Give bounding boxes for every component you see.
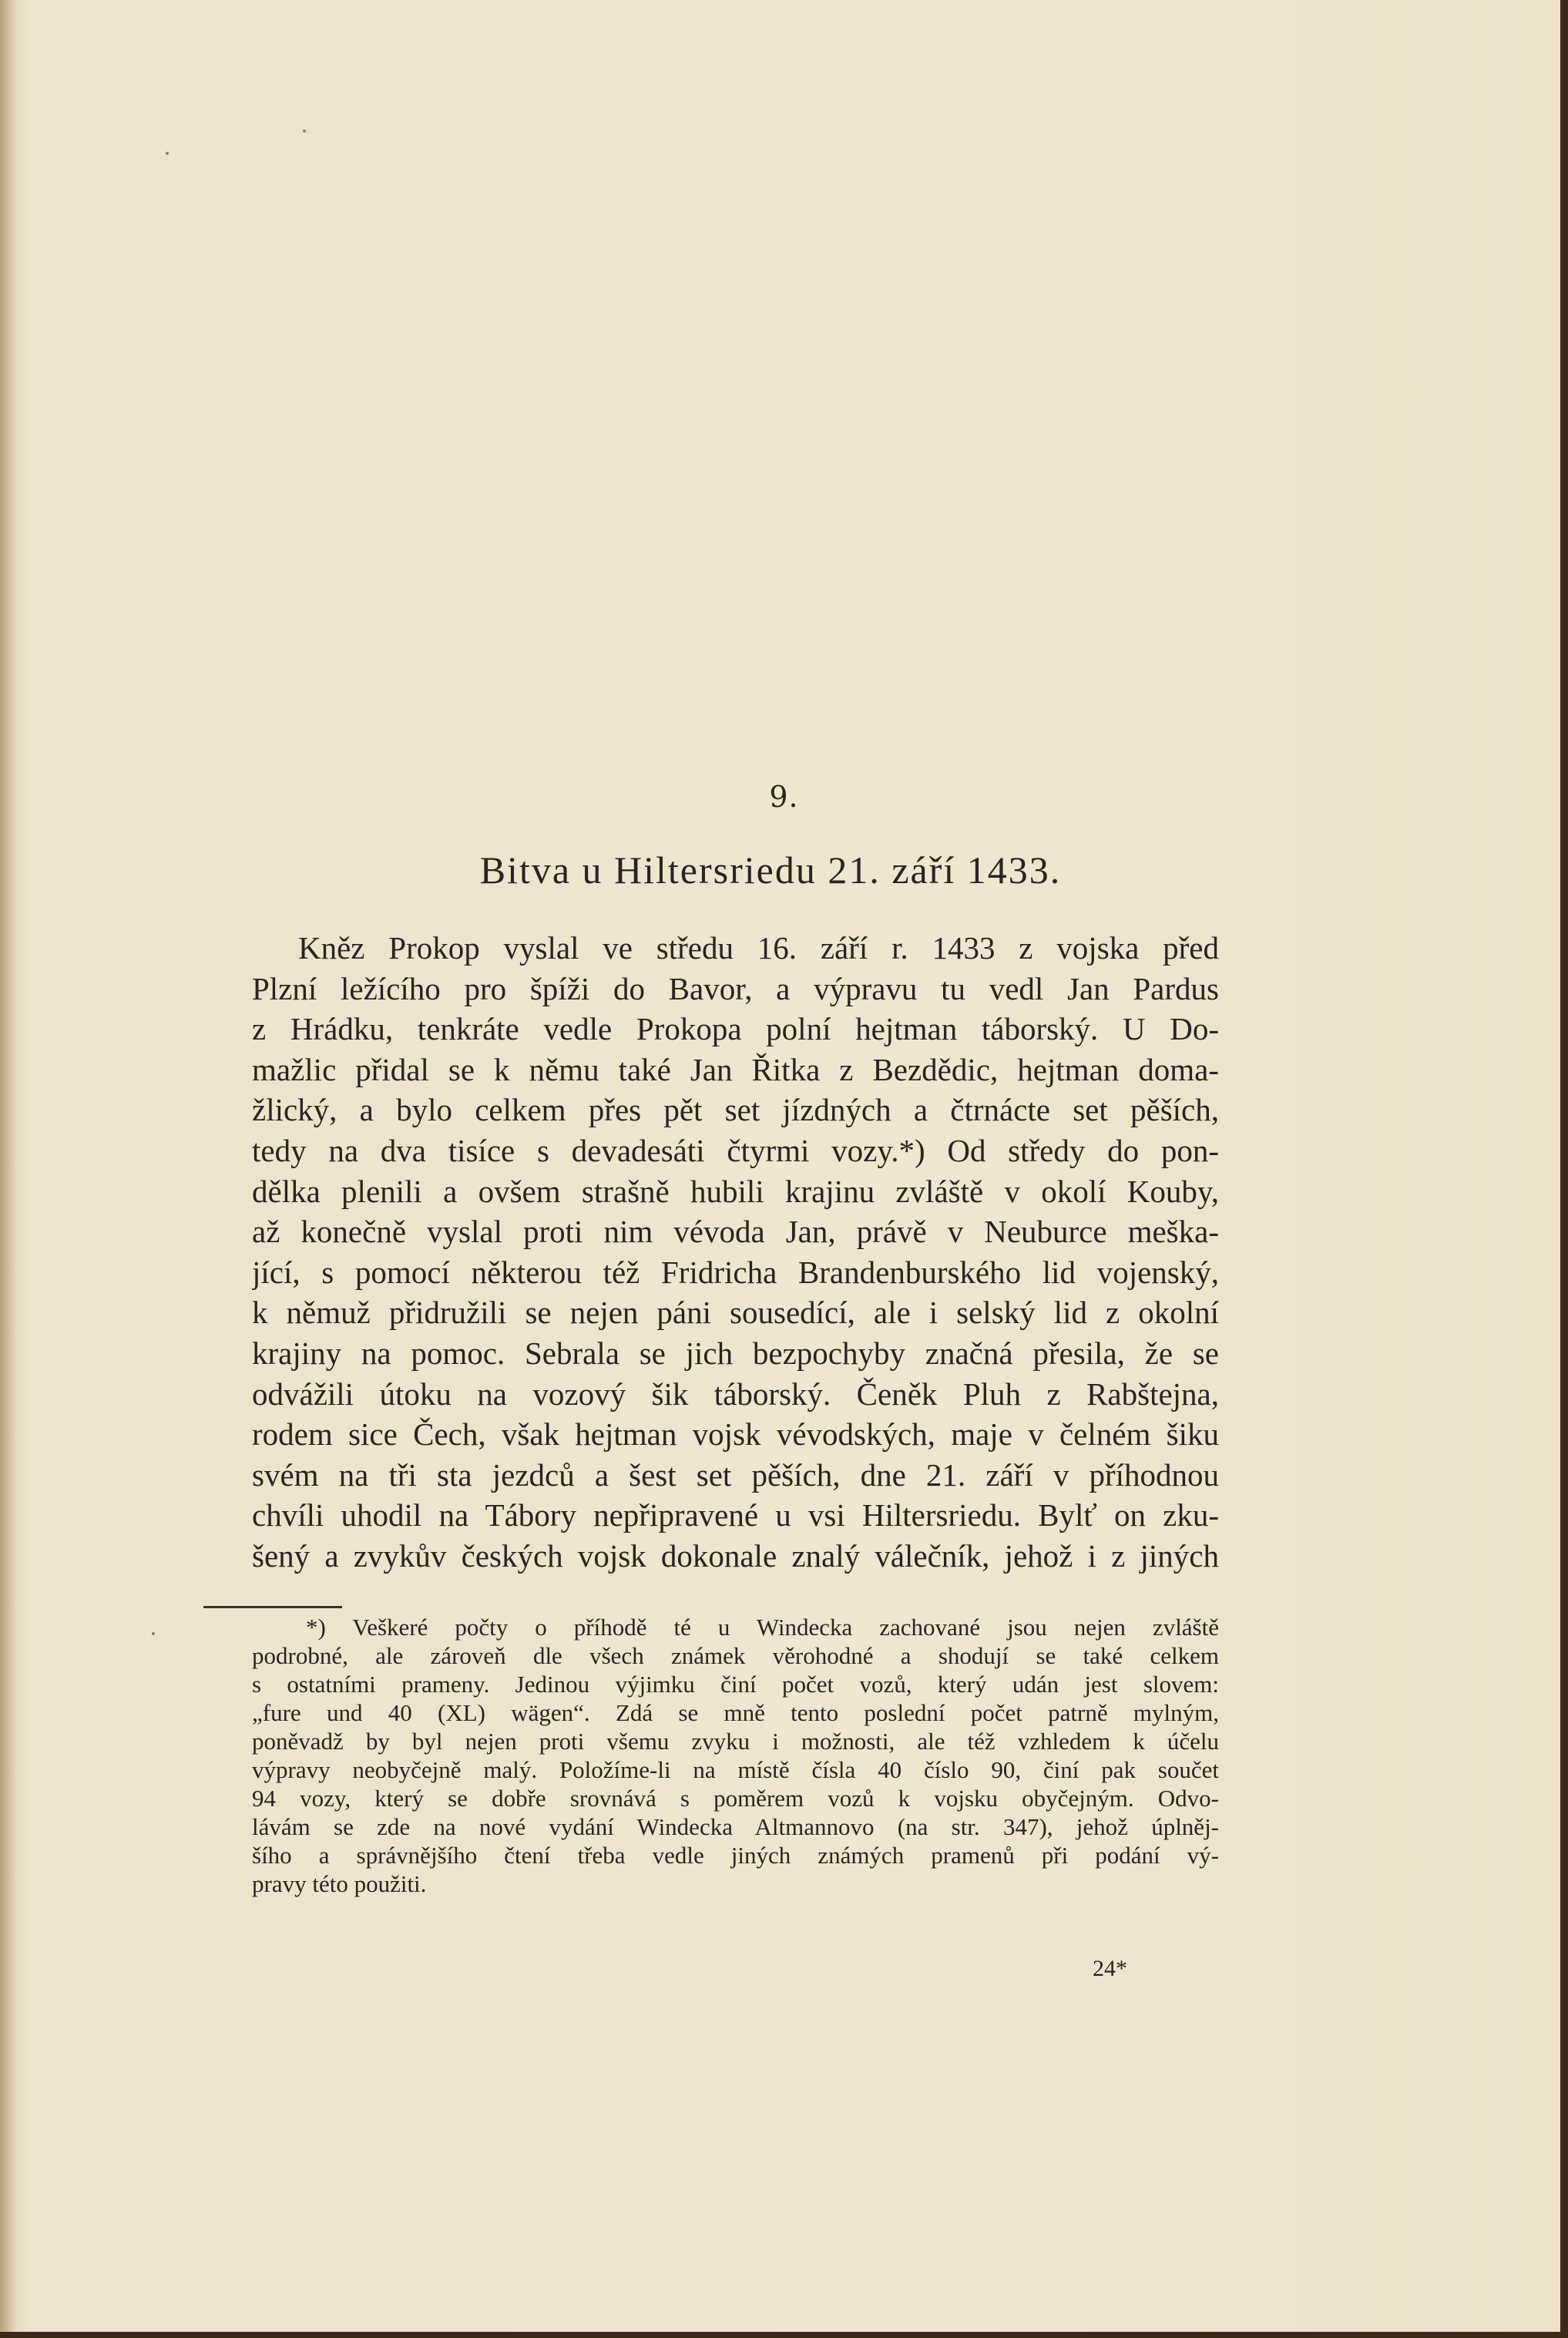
- paper-speck: [166, 152, 169, 155]
- body-line: žlický, a bylo celkem přes pět set jízdných a čtrnácte set pěších,: [252, 1092, 1219, 1128]
- body-line: krajiny na pomoc. Sebrala se jich bezpochyby značná přesila, že se: [252, 1335, 1219, 1371]
- body-line: k němuž přidružili se nejen páni sousedící, ale i selský lid z okolní: [252, 1295, 1219, 1331]
- paper-speck: [303, 129, 306, 133]
- body-line: svém na tři sta jezdců a šest set pěších, dne 21. září v příhodnou: [252, 1456, 1219, 1493]
- body-line: Kněz Prokop vyslal ve středu 16. září r. 1433 z vojska před: [298, 930, 1219, 966]
- footnote-line: pravy této použiti.: [252, 1870, 427, 1897]
- sheet-signature: 24*: [1093, 1956, 1127, 1981]
- spine-shadow: [0, 0, 17, 2338]
- footnote-line: 94 vozy, který se dobře srovnává s poměrem vozů k vojsku obyčejným. Odvo-: [252, 1785, 1219, 1812]
- body-line: šený a zvykův českých vojsk dokonale znalý válečník, jehož i z jiných: [252, 1537, 1219, 1574]
- footnote-line: výpravy neobyčejně malý. Položíme-li na místě čísla 40 číslo 90, činí pak součet: [252, 1756, 1219, 1783]
- body-line: z Hrádku, tenkráte vedle Prokopa polní hejtman táborský. U Do-: [252, 1011, 1219, 1047]
- body-line: rodem sice Čech, však hejtman vojsk vévodských, maje v čelném šiku: [252, 1416, 1219, 1453]
- body-line: mažlic přidal se k němu také Jan Řitka z Bezdědic, hejtman doma-: [252, 1051, 1219, 1087]
- footnote-line: *) Veškeré počty o příhodě té u Windecka zachované jsou nejen zvláště: [306, 1614, 1219, 1641]
- paper-speck: [152, 1632, 155, 1635]
- chapter-number: 9.: [769, 780, 799, 814]
- body-text: [252, 928, 1219, 1577]
- body-line: tedy na dva tisíce s devadesáti čtyrmi vozy.*) Od středy do pon-: [252, 1132, 1219, 1168]
- body-line: dělka plenili a ovšem strašně hubili krajinu zvláště v okolí Kouby,: [252, 1173, 1219, 1209]
- page-edge-bottom: [0, 2332, 1568, 2338]
- chapter-title: Bitva u Hiltersriedu 21. září 1433.: [479, 848, 1062, 892]
- footnote-line: šího a správnějšího čtení třeba vedle jiných známých pramenů při podání vý-: [252, 1842, 1219, 1869]
- body-line: Plzní ležícího pro špíži do Bavor, a výpravu tu vedl Jan Pardus: [252, 970, 1219, 1006]
- footnote-rule: [203, 1606, 342, 1608]
- footnote: [252, 1613, 1219, 1898]
- footnote-line: poněvadž by byl nejen proti všemu zvyku i možnosti, ale též vzhledem k účelu: [252, 1728, 1219, 1755]
- body-line: až konečně vyslal proti nim vévoda Jan, právě v Neuburce meška-: [252, 1214, 1219, 1250]
- footnote-line: podrobné, ale zároveň dle všech známek věrohodné a shodují se také celkem: [252, 1642, 1219, 1669]
- footnote-line: „fure und 40 (XL) wägen“. Zdá se mně tento poslední počet patrně mylným,: [252, 1699, 1219, 1726]
- footnote-line: lávám se zde na nové vydání Windecka Altmannovo (na str. 347), jehož úplněj-: [252, 1813, 1219, 1840]
- footnote-line: s ostatními prameny. Jedinou výjimku činí počet vozů, který udán jest slovem:: [252, 1671, 1219, 1698]
- body-line: odvážili útoku na vozový šik táborský. Čeněk Pluh z Rabštejna,: [252, 1376, 1219, 1412]
- page-edge-right: [1560, 0, 1568, 2338]
- body-line: jící, s pomocí některou též Fridricha Brandenburského lid vojenský,: [252, 1254, 1219, 1290]
- body-line: chvíli uhodil na Tábory nepřipravené u vsi Hiltersriedu. Bylť on zku-: [252, 1497, 1219, 1533]
